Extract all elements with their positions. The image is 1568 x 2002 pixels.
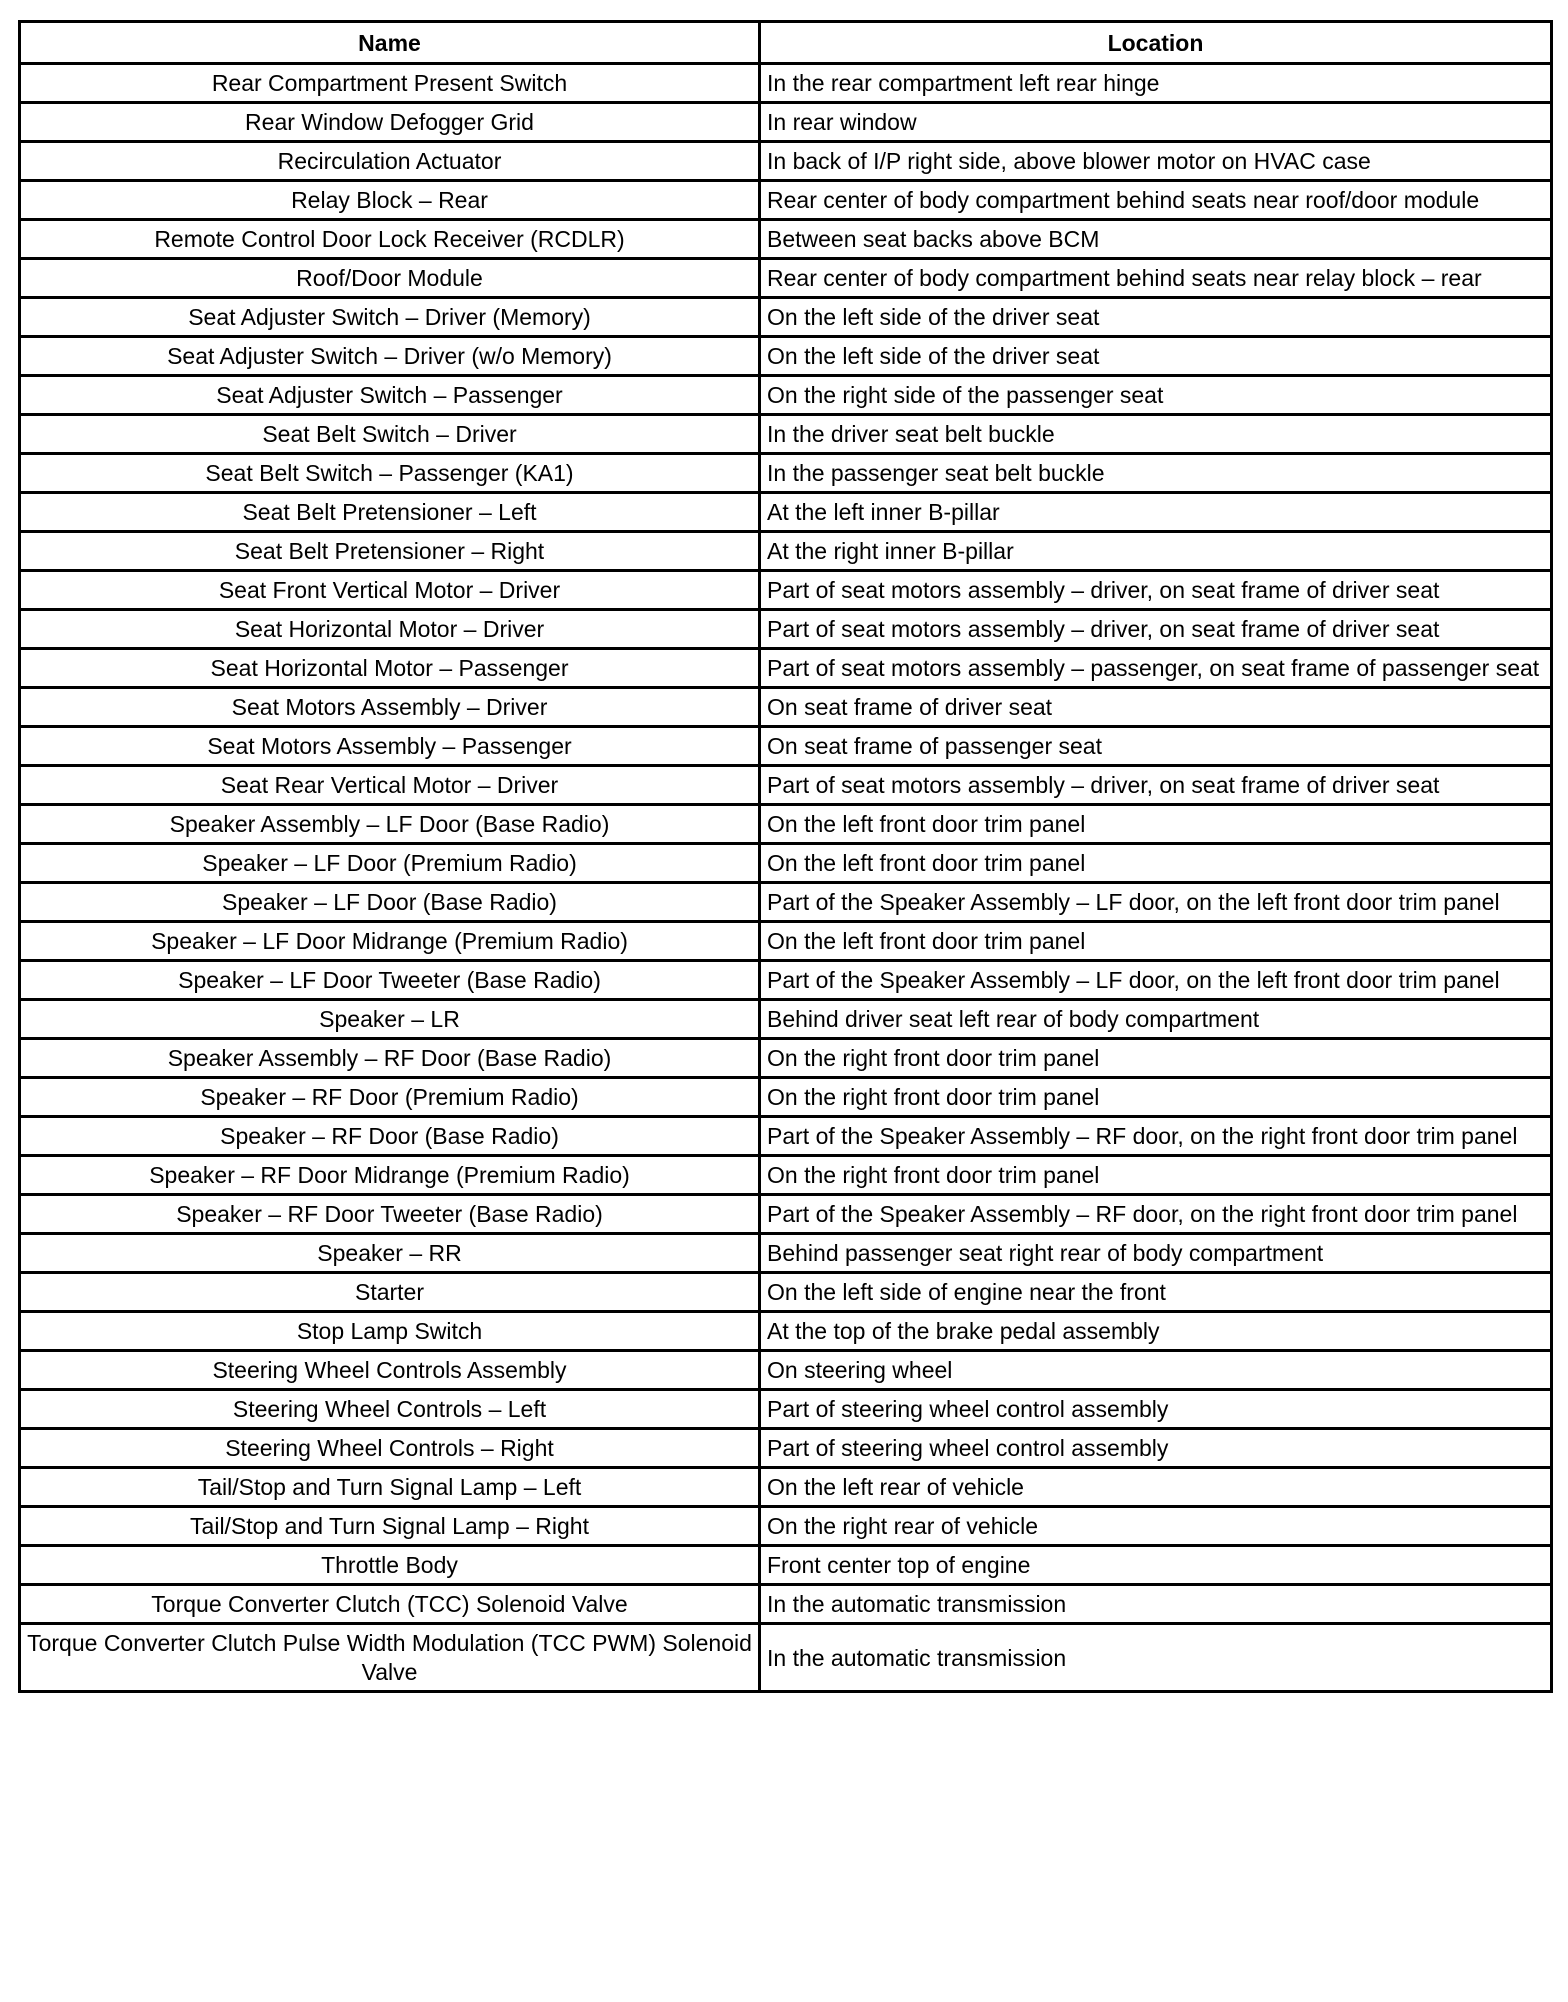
component-location-cell: On the left front door trim panel <box>760 805 1552 844</box>
component-location-cell: On seat frame of passenger seat <box>760 727 1552 766</box>
component-name-cell: Seat Belt Pretensioner – Right <box>20 532 760 571</box>
table-row <box>20 337 1552 376</box>
component-location-cell: At the left inner B-pillar <box>760 493 1552 532</box>
component-name-cell: Throttle Body <box>20 1546 760 1585</box>
table-row <box>20 649 1552 688</box>
component-location-table <box>18 20 1553 1693</box>
component-location-cell: On steering wheel <box>760 1351 1552 1390</box>
component-name-cell: Speaker Assembly – LF Door (Base Radio) <box>20 805 760 844</box>
component-name-cell: Seat Adjuster Switch – Driver (Memory) <box>20 298 760 337</box>
table-row <box>20 298 1552 337</box>
component-name-cell: Recirculation Actuator <box>20 142 760 181</box>
component-location-cell: On the left front door trim panel <box>760 922 1552 961</box>
table-row <box>20 259 1552 298</box>
component-location-cell: On the right front door trim panel <box>760 1078 1552 1117</box>
component-name-cell: Seat Horizontal Motor – Driver <box>20 610 760 649</box>
table-row <box>20 493 1552 532</box>
table-row <box>20 1429 1552 1468</box>
table-row <box>20 1156 1552 1195</box>
component-name-cell: Seat Belt Switch – Passenger (KA1) <box>20 454 760 493</box>
table-row <box>20 1624 1552 1692</box>
table-row <box>20 610 1552 649</box>
component-name-cell: Speaker – LF Door Midrange (Premium Radio) <box>20 922 760 961</box>
location-column-header: Location <box>760 22 1552 64</box>
table-row <box>20 1507 1552 1546</box>
component-name-cell: Torque Converter Clutch (TCC) Solenoid Valve <box>20 1585 760 1624</box>
component-location-cell: Part of seat motors assembly – driver, on seat frame of driver seat <box>760 610 1552 649</box>
component-location-cell: Part of seat motors assembly – driver, on seat frame of driver seat <box>760 766 1552 805</box>
component-location-cell: Front center top of engine <box>760 1546 1552 1585</box>
component-name-cell: Seat Adjuster Switch – Driver (w/o Memory) <box>20 337 760 376</box>
table-row <box>20 415 1552 454</box>
component-location-cell: Part of the Speaker Assembly – LF door, on the left front door trim panel <box>760 961 1552 1000</box>
component-location-cell: Part of the Speaker Assembly – LF door, on the left front door trim panel <box>760 883 1552 922</box>
component-name-cell: Steering Wheel Controls – Right <box>20 1429 760 1468</box>
component-location-cell: Part of the Speaker Assembly – RF door, on the right front door trim panel <box>760 1117 1552 1156</box>
component-location-cell: Rear center of body compartment behind seats near roof/door module <box>760 181 1552 220</box>
table-body <box>20 64 1552 1692</box>
component-name-cell: Seat Horizontal Motor – Passenger <box>20 649 760 688</box>
component-name-cell: Tail/Stop and Turn Signal Lamp – Left <box>20 1468 760 1507</box>
table-row <box>20 1195 1552 1234</box>
component-name-cell: Seat Belt Switch – Driver <box>20 415 760 454</box>
table-row <box>20 766 1552 805</box>
component-location-cell: On seat frame of driver seat <box>760 688 1552 727</box>
component-name-cell: Torque Converter Clutch Pulse Width Modulation (TCC PWM) Solenoid Valve <box>20 1624 760 1692</box>
table-row <box>20 1546 1552 1585</box>
component-name-cell: Stop Lamp Switch <box>20 1312 760 1351</box>
component-name-cell: Speaker – LF Door Tweeter (Base Radio) <box>20 961 760 1000</box>
component-name-cell: Speaker – RR <box>20 1234 760 1273</box>
component-location-cell: In the rear compartment left rear hinge <box>760 64 1552 103</box>
component-location-cell: At the right inner B-pillar <box>760 532 1552 571</box>
component-name-cell: Rear Window Defogger Grid <box>20 103 760 142</box>
component-name-cell: Rear Compartment Present Switch <box>20 64 760 103</box>
table-row <box>20 1000 1552 1039</box>
component-name-cell: Seat Motors Assembly – Driver <box>20 688 760 727</box>
component-location-cell: In the passenger seat belt buckle <box>760 454 1552 493</box>
component-location-cell: Behind passenger seat right rear of body compartment <box>760 1234 1552 1273</box>
component-name-cell: Speaker – RF Door Midrange (Premium Radio) <box>20 1156 760 1195</box>
component-name-cell: Remote Control Door Lock Receiver (RCDLR) <box>20 220 760 259</box>
component-location-cell: Between seat backs above BCM <box>760 220 1552 259</box>
table-row <box>20 571 1552 610</box>
component-location-cell: Part of steering wheel control assembly <box>760 1429 1552 1468</box>
component-location-cell: In back of I/P right side, above blower motor on HVAC case <box>760 142 1552 181</box>
component-name-cell: Tail/Stop and Turn Signal Lamp – Right <box>20 1507 760 1546</box>
table-row <box>20 142 1552 181</box>
component-name-cell: Speaker – LF Door (Base Radio) <box>20 883 760 922</box>
component-name-cell: Speaker – LR <box>20 1000 760 1039</box>
table-row <box>20 103 1552 142</box>
component-location-cell: On the left side of the driver seat <box>760 298 1552 337</box>
component-name-cell: Seat Belt Pretensioner – Left <box>20 493 760 532</box>
component-location-cell: On the right front door trim panel <box>760 1039 1552 1078</box>
table-row <box>20 805 1552 844</box>
component-name-cell: Relay Block – Rear <box>20 181 760 220</box>
component-location-cell: In rear window <box>760 103 1552 142</box>
table-row <box>20 220 1552 259</box>
table-row <box>20 961 1552 1000</box>
component-name-cell: Starter <box>20 1273 760 1312</box>
table-row <box>20 376 1552 415</box>
table-row <box>20 1039 1552 1078</box>
component-location-cell: On the right side of the passenger seat <box>760 376 1552 415</box>
component-location-cell: On the right front door trim panel <box>760 1156 1552 1195</box>
component-location-cell: On the left rear of vehicle <box>760 1468 1552 1507</box>
table-row <box>20 922 1552 961</box>
component-name-cell: Speaker – RF Door (Base Radio) <box>20 1117 760 1156</box>
table-row <box>20 1273 1552 1312</box>
table-row <box>20 1351 1552 1390</box>
table-row <box>20 727 1552 766</box>
table-row <box>20 64 1552 103</box>
table-row <box>20 844 1552 883</box>
table-row <box>20 688 1552 727</box>
component-name-cell: Seat Adjuster Switch – Passenger <box>20 376 760 415</box>
table-row <box>20 1390 1552 1429</box>
component-name-cell: Speaker – LF Door (Premium Radio) <box>20 844 760 883</box>
table-row <box>20 181 1552 220</box>
component-name-cell: Steering Wheel Controls Assembly <box>20 1351 760 1390</box>
component-location-cell: Part of seat motors assembly – passenger, on seat frame of passenger seat <box>760 649 1552 688</box>
table-row <box>20 1312 1552 1351</box>
table-row <box>20 883 1552 922</box>
component-location-cell: On the left front door trim panel <box>760 844 1552 883</box>
table-row <box>20 1585 1552 1624</box>
name-column-header: Name <box>20 22 760 64</box>
component-location-cell: In the automatic transmission <box>760 1585 1552 1624</box>
component-name-cell: Roof/Door Module <box>20 259 760 298</box>
component-location-cell: At the top of the brake pedal assembly <box>760 1312 1552 1351</box>
component-location-cell: In the driver seat belt buckle <box>760 415 1552 454</box>
component-location-cell: On the left side of the driver seat <box>760 337 1552 376</box>
table-row <box>20 1234 1552 1273</box>
table-row <box>20 1468 1552 1507</box>
table-header <box>20 22 1552 64</box>
component-location-cell: Part of steering wheel control assembly <box>760 1390 1552 1429</box>
component-location-cell: Rear center of body compartment behind seats near relay block – rear <box>760 259 1552 298</box>
component-name-cell: Seat Rear Vertical Motor – Driver <box>20 766 760 805</box>
component-name-cell: Steering Wheel Controls – Left <box>20 1390 760 1429</box>
component-name-cell: Seat Front Vertical Motor – Driver <box>20 571 760 610</box>
component-location-cell: On the right rear of vehicle <box>760 1507 1552 1546</box>
component-name-cell: Speaker – RF Door Tweeter (Base Radio) <box>20 1195 760 1234</box>
component-name-cell: Speaker – RF Door (Premium Radio) <box>20 1078 760 1117</box>
header-row <box>20 22 1552 64</box>
component-location-cell: Part of seat motors assembly – driver, on seat frame of driver seat <box>760 571 1552 610</box>
component-name-cell: Speaker Assembly – RF Door (Base Radio) <box>20 1039 760 1078</box>
component-location-cell: In the automatic transmission <box>760 1624 1552 1692</box>
component-location-cell: On the left side of engine near the front <box>760 1273 1552 1312</box>
component-location-cell: Behind driver seat left rear of body compartment <box>760 1000 1552 1039</box>
component-name-cell: Seat Motors Assembly – Passenger <box>20 727 760 766</box>
table-row <box>20 1078 1552 1117</box>
table-row <box>20 454 1552 493</box>
table-row <box>20 1117 1552 1156</box>
table-row <box>20 532 1552 571</box>
component-location-cell: Part of the Speaker Assembly – RF door, on the right front door trim panel <box>760 1195 1552 1234</box>
